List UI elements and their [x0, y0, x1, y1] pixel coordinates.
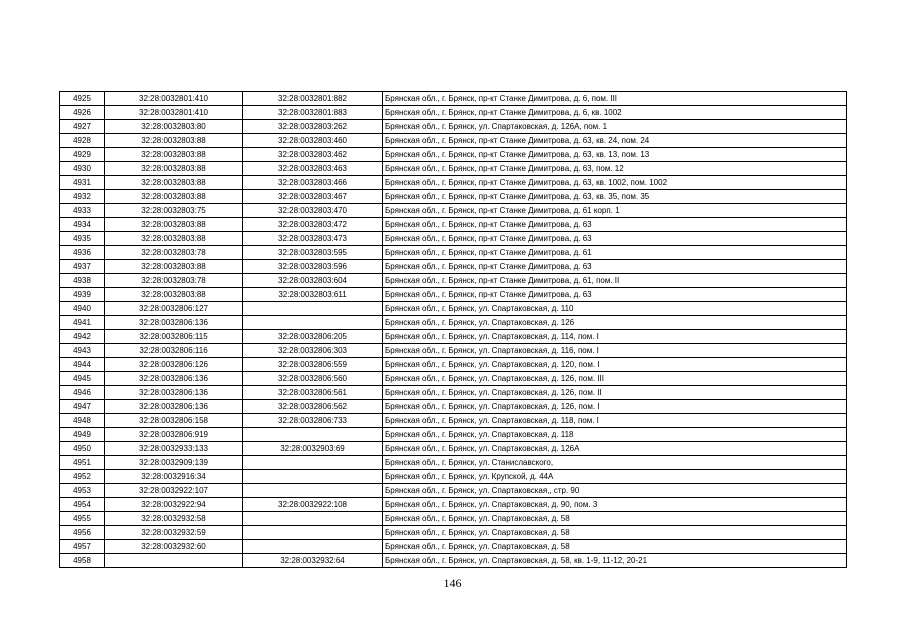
table-row [60, 372, 847, 386]
parcel-cadastral-number-cell: 32:28:0032803:88 [105, 232, 243, 246]
row-number-cell: 4939 [60, 288, 105, 302]
row-number-cell: 4951 [60, 456, 105, 470]
address-cell: Брянская обл., г. Брянск, пр-кт Станке Димитрова, д. 63, кв. 1002, пом. 1002 [383, 176, 847, 190]
address-cell: Брянская обл., г. Брянск, ул. Станиславского, [383, 456, 847, 470]
table-row [60, 400, 847, 414]
table-row [60, 232, 847, 246]
table-row [60, 344, 847, 358]
parcel-cadastral-number-cell: 32:28:0032803:88 [105, 190, 243, 204]
object-cadastral-number-cell: 32:28:0032803:262 [243, 120, 383, 134]
table-row [60, 246, 847, 260]
row-number-cell: 4926 [60, 106, 105, 120]
parcel-cadastral-number-cell: 32:28:0032803:78 [105, 246, 243, 260]
address-cell: Брянская обл., г. Брянск, ул. Спартаковская, д. 126, пом. II [383, 386, 847, 400]
row-number-cell: 4942 [60, 330, 105, 344]
table-row [60, 316, 847, 330]
address-cell: Брянская обл., г. Брянск, ул. Спартаковская, д. 116, пом. I [383, 344, 847, 358]
address-cell: Брянская обл., г. Брянск, пр-кт Станке Димитрова, д. 61, пом. II [383, 274, 847, 288]
address-cell: Брянская обл., г. Брянск, ул. Спартаковская, д. 118 [383, 428, 847, 442]
parcel-cadastral-number-cell: 32:28:0032922:94 [105, 498, 243, 512]
object-cadastral-number-cell: 32:28:0032803:467 [243, 190, 383, 204]
table-row [60, 190, 847, 204]
address-cell: Брянская обл., г. Брянск, пр-кт Станке Димитрова, д. 61 [383, 246, 847, 260]
parcel-cadastral-number-cell: 32:28:0032806:126 [105, 358, 243, 372]
row-number-cell: 4957 [60, 540, 105, 554]
address-cell: Брянская обл., г. Брянск, ул. Спартаковская,, стр. 90 [383, 484, 847, 498]
table-row [60, 106, 847, 120]
table-body [60, 92, 847, 568]
address-cell: Брянская обл., г. Брянск, пр-кт Станке Димитрова, д. 63 [383, 218, 847, 232]
address-cell: Брянская обл., г. Брянск, ул. Спартаковская, д. 126 [383, 316, 847, 330]
parcel-cadastral-number-cell: 32:28:0032803:88 [105, 288, 243, 302]
row-number-cell: 4952 [60, 470, 105, 484]
parcel-cadastral-number-cell: 32:28:0032916:34 [105, 470, 243, 484]
address-cell: Брянская обл., г. Брянск, пр-кт Станке Димитрова, д. 63 [383, 288, 847, 302]
table-row [60, 204, 847, 218]
object-cadastral-number-cell: 32:28:0032803:466 [243, 176, 383, 190]
row-number-cell: 4943 [60, 344, 105, 358]
parcel-cadastral-number-cell: 32:28:0032932:59 [105, 526, 243, 540]
object-cadastral-number-cell: 32:28:0032803:611 [243, 288, 383, 302]
row-number-cell: 4944 [60, 358, 105, 372]
table-row [60, 428, 847, 442]
object-cadastral-number-cell: 32:28:0032932:64 [243, 554, 383, 568]
object-cadastral-number-cell [243, 470, 383, 484]
parcel-cadastral-number-cell: 32:28:0032803:88 [105, 176, 243, 190]
object-cadastral-number-cell [243, 428, 383, 442]
table-row [60, 176, 847, 190]
parcel-cadastral-number-cell: 32:28:0032806:136 [105, 316, 243, 330]
object-cadastral-number-cell [243, 456, 383, 470]
table-row [60, 554, 847, 568]
table-row [60, 134, 847, 148]
parcel-cadastral-number-cell: 32:28:0032806:136 [105, 400, 243, 414]
address-cell: Брянская обл., г. Брянск, ул. Крупской, д. 44А [383, 470, 847, 484]
object-cadastral-number-cell: 32:28:0032803:596 [243, 260, 383, 274]
table-row [60, 92, 847, 106]
row-number-cell: 4928 [60, 134, 105, 148]
row-number-cell: 4949 [60, 428, 105, 442]
address-cell: Брянская обл., г. Брянск, ул. Спартаковская, д. 120, пом. I [383, 358, 847, 372]
parcel-cadastral-number-cell: 32:28:0032801:410 [105, 106, 243, 120]
table-row [60, 540, 847, 554]
address-cell: Брянская обл., г. Брянск, ул. Спартаковская, д. 118, пом. I [383, 414, 847, 428]
parcel-cadastral-number-cell [105, 554, 243, 568]
object-cadastral-number-cell: 32:28:0032803:472 [243, 218, 383, 232]
row-number-cell: 4950 [60, 442, 105, 456]
table-row [60, 442, 847, 456]
parcel-cadastral-number-cell: 32:28:0032806:115 [105, 330, 243, 344]
parcel-cadastral-number-cell: 32:28:0032803:88 [105, 218, 243, 232]
table-row [60, 484, 847, 498]
table-row [60, 218, 847, 232]
object-cadastral-number-cell: 32:28:0032801:883 [243, 106, 383, 120]
object-cadastral-number-cell: 32:28:0032803:462 [243, 148, 383, 162]
object-cadastral-number-cell: 32:28:0032806:560 [243, 372, 383, 386]
parcel-cadastral-number-cell: 32:28:0032803:75 [105, 204, 243, 218]
address-cell: Брянская обл., г. Брянск, ул. Спартаковская, д. 58 [383, 540, 847, 554]
address-cell: Брянская обл., г. Брянск, ул. Спартаковская, д. 58, кв. 1-9, 11-12, 20-21 [383, 554, 847, 568]
table-row [60, 498, 847, 512]
address-cell: Брянская обл., г. Брянск, ул. Спартаковская, д. 126А [383, 442, 847, 456]
address-cell: Брянская обл., г. Брянск, пр-кт Станке Димитрова, д. 63 [383, 232, 847, 246]
table-row [60, 470, 847, 484]
row-number-cell: 4929 [60, 148, 105, 162]
address-cell: Брянская обл., г. Брянск, ул. Спартаковская, д. 114, пом. I [383, 330, 847, 344]
parcel-cadastral-number-cell: 32:28:0032803:88 [105, 148, 243, 162]
object-cadastral-number-cell: 32:28:0032803:595 [243, 246, 383, 260]
parcel-cadastral-number-cell: 32:28:0032932:60 [105, 540, 243, 554]
row-number-cell: 4925 [60, 92, 105, 106]
table-row [60, 260, 847, 274]
table-row [60, 274, 847, 288]
object-cadastral-number-cell: 32:28:0032806:733 [243, 414, 383, 428]
object-cadastral-number-cell [243, 512, 383, 526]
table-row [60, 386, 847, 400]
object-cadastral-number-cell: 32:28:0032803:473 [243, 232, 383, 246]
parcel-cadastral-number-cell: 32:28:0032806:136 [105, 386, 243, 400]
address-cell: Брянская обл., г. Брянск, пр-кт Станке Димитрова, д. 61 корп. 1 [383, 204, 847, 218]
row-number-cell: 4931 [60, 176, 105, 190]
row-number-cell: 4947 [60, 400, 105, 414]
object-cadastral-number-cell: 32:28:0032803:470 [243, 204, 383, 218]
parcel-cadastral-number-cell: 32:28:0032932:58 [105, 512, 243, 526]
row-number-cell: 4930 [60, 162, 105, 176]
row-number-cell: 4953 [60, 484, 105, 498]
row-number-cell: 4946 [60, 386, 105, 400]
address-cell: Брянская обл., г. Брянск, пр-кт Станке Димитрова, д. 6, пом. III [383, 92, 847, 106]
row-number-cell: 4932 [60, 190, 105, 204]
row-number-cell: 4927 [60, 120, 105, 134]
table-row [60, 456, 847, 470]
object-cadastral-number-cell: 32:28:0032922:108 [243, 498, 383, 512]
cadastral-table [59, 91, 847, 568]
table-row [60, 120, 847, 134]
table-row [60, 148, 847, 162]
parcel-cadastral-number-cell: 32:28:0032922:107 [105, 484, 243, 498]
parcel-cadastral-number-cell: 32:28:0032803:88 [105, 134, 243, 148]
object-cadastral-number-cell: 32:28:0032806:303 [243, 344, 383, 358]
row-number-cell: 4940 [60, 302, 105, 316]
table-row [60, 162, 847, 176]
parcel-cadastral-number-cell: 32:28:0032806:158 [105, 414, 243, 428]
parcel-cadastral-number-cell: 32:28:0032806:116 [105, 344, 243, 358]
address-cell: Брянская обл., г. Брянск, пр-кт Станке Димитрова, д. 63, кв. 24, пом. 24 [383, 134, 847, 148]
address-cell: Брянская обл., г. Брянск, ул. Спартаковская, д. 126, пом. I [383, 400, 847, 414]
row-number-cell: 4956 [60, 526, 105, 540]
address-cell: Брянская обл., г. Брянск, ул. Спартаковская, д. 126А, пом. 1 [383, 120, 847, 134]
row-number-cell: 4955 [60, 512, 105, 526]
row-number-cell: 4954 [60, 498, 105, 512]
address-cell: Брянская обл., г. Брянск, пр-кт Станке Димитрова, д. 63, пом. 12 [383, 162, 847, 176]
page-number: 146 [443, 576, 462, 590]
parcel-cadastral-number-cell: 32:28:0032801:410 [105, 92, 243, 106]
table-row [60, 330, 847, 344]
address-cell: Брянская обл., г. Брянск, ул. Спартаковская, д. 58 [383, 512, 847, 526]
object-cadastral-number-cell: 32:28:0032903:69 [243, 442, 383, 456]
object-cadastral-number-cell [243, 316, 383, 330]
address-cell: Брянская обл., г. Брянск, ул. Спартаковская, д. 90, пом. 3 [383, 498, 847, 512]
object-cadastral-number-cell: 32:28:0032806:561 [243, 386, 383, 400]
table-row [60, 302, 847, 316]
address-cell: Брянская обл., г. Брянск, пр-кт Станке Димитрова, д. 63 [383, 260, 847, 274]
object-cadastral-number-cell: 32:28:0032801:882 [243, 92, 383, 106]
row-number-cell: 4945 [60, 372, 105, 386]
object-cadastral-number-cell: 32:28:0032806:559 [243, 358, 383, 372]
address-cell: Брянская обл., г. Брянск, пр-кт Станке Димитрова, д. 63, кв. 13, пом. 13 [383, 148, 847, 162]
row-number-cell: 4938 [60, 274, 105, 288]
table-row [60, 288, 847, 302]
parcel-cadastral-number-cell: 32:28:0032806:127 [105, 302, 243, 316]
parcel-cadastral-number-cell: 32:28:0032803:88 [105, 162, 243, 176]
address-cell: Брянская обл., г. Брянск, ул. Спартаковская, д. 126, пом. III [383, 372, 847, 386]
parcel-cadastral-number-cell: 32:28:0032933:133 [105, 442, 243, 456]
table-row [60, 512, 847, 526]
address-cell: Брянская обл., г. Брянск, пр-кт Станке Димитрова, д. 6, кв. 1002 [383, 106, 847, 120]
address-cell: Брянская обл., г. Брянск, ул. Спартаковская, д. 58 [383, 526, 847, 540]
row-number-cell: 4937 [60, 260, 105, 274]
row-number-cell: 4936 [60, 246, 105, 260]
object-cadastral-number-cell [243, 526, 383, 540]
object-cadastral-number-cell [243, 302, 383, 316]
parcel-cadastral-number-cell: 32:28:0032806:136 [105, 372, 243, 386]
row-number-cell: 4933 [60, 204, 105, 218]
table-row [60, 526, 847, 540]
object-cadastral-number-cell: 32:28:0032806:205 [243, 330, 383, 344]
parcel-cadastral-number-cell: 32:28:0032806:919 [105, 428, 243, 442]
address-cell: Брянская обл., г. Брянск, пр-кт Станке Димитрова, д. 63, кв. 35, пом. 35 [383, 190, 847, 204]
object-cadastral-number-cell [243, 540, 383, 554]
object-cadastral-number-cell: 32:28:0032803:460 [243, 134, 383, 148]
row-number-cell: 4935 [60, 232, 105, 246]
object-cadastral-number-cell: 32:28:0032806:562 [243, 400, 383, 414]
row-number-cell: 4934 [60, 218, 105, 232]
parcel-cadastral-number-cell: 32:28:0032909:139 [105, 456, 243, 470]
object-cadastral-number-cell: 32:28:0032803:604 [243, 274, 383, 288]
table-row [60, 358, 847, 372]
row-number-cell: 4941 [60, 316, 105, 330]
parcel-cadastral-number-cell: 32:28:0032803:88 [105, 260, 243, 274]
row-number-cell: 4958 [60, 554, 105, 568]
address-cell: Брянская обл., г. Брянск, ул. Спартаковская, д. 110 [383, 302, 847, 316]
row-number-cell: 4948 [60, 414, 105, 428]
parcel-cadastral-number-cell: 32:28:0032803:80 [105, 120, 243, 134]
parcel-cadastral-number-cell: 32:28:0032803:78 [105, 274, 243, 288]
object-cadastral-number-cell: 32:28:0032803:463 [243, 162, 383, 176]
object-cadastral-number-cell [243, 484, 383, 498]
table-row [60, 414, 847, 428]
